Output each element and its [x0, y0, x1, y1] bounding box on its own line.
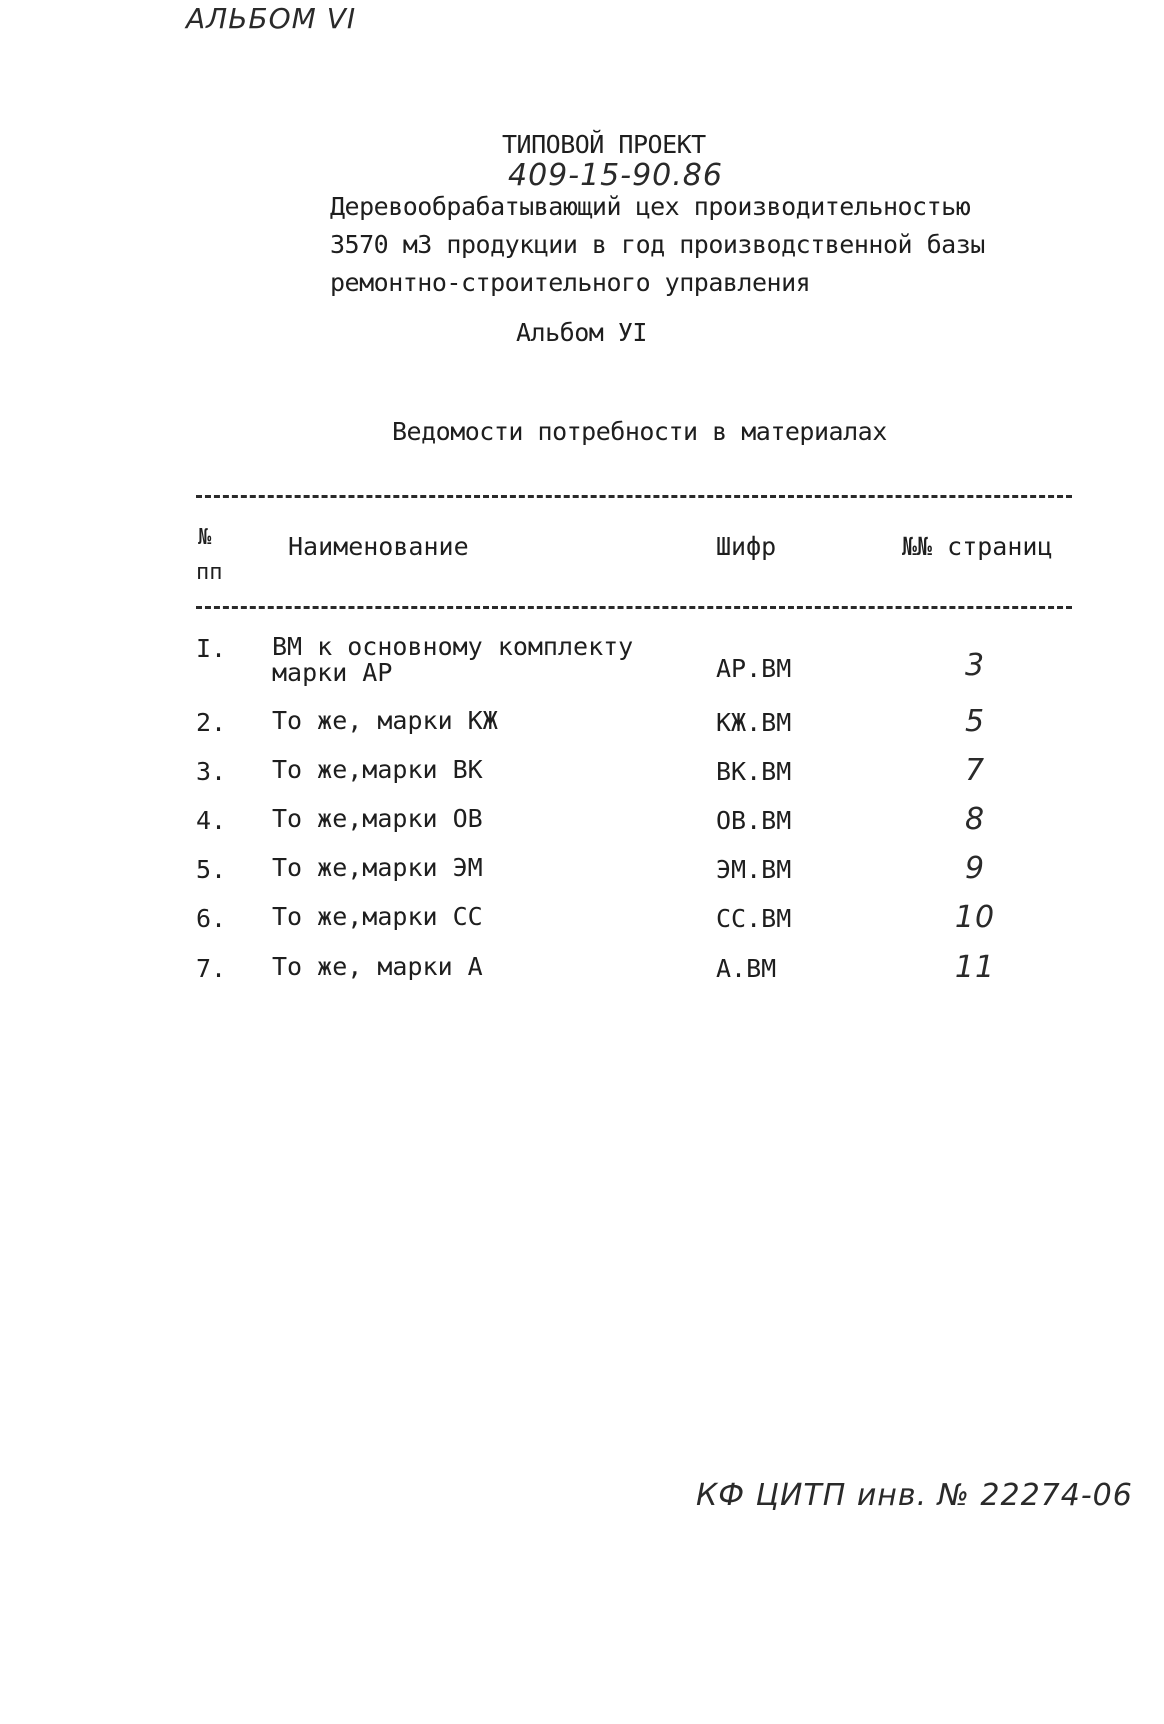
project-description-line-2: 3570 м3 продукции в год производственной базы — [330, 230, 985, 259]
row-code: А.ВМ — [716, 954, 777, 983]
row-name: То же, марки КЖ — [272, 706, 498, 735]
column-header-name: Наименование — [288, 532, 469, 561]
album-label: Альбом УI — [516, 318, 647, 347]
row-number: 2. — [196, 708, 227, 737]
row-name-line-1: ВМ к основному комплекту — [272, 632, 634, 661]
row-code: КЖ.ВМ — [716, 708, 792, 737]
document-title: Ведомости потребности в материалах — [392, 417, 887, 446]
project-description-line-3: ремонтно-строительного управления — [330, 268, 811, 297]
row-name: То же,марки СС — [272, 902, 483, 931]
row-number: 3. — [196, 757, 227, 786]
column-header-number-pp: пп — [196, 560, 223, 585]
table-row — [0, 632, 1164, 687]
table-row — [0, 802, 1164, 854]
row-code: ВК.ВМ — [716, 757, 792, 786]
table-header-rule — [196, 606, 1072, 609]
table-row — [0, 753, 1164, 805]
row-page: 8 — [964, 802, 986, 837]
row-name — [272, 634, 633, 686]
table-top-rule — [196, 495, 1072, 498]
column-header-pages: №№ страниц — [902, 532, 1053, 561]
row-name-line-2: марки АР — [272, 658, 393, 687]
row-number: I. — [196, 634, 227, 663]
project-number: 409-15-90.86 — [508, 158, 723, 193]
row-name: То же, марки А — [272, 952, 483, 981]
row-number: 6. — [196, 904, 227, 933]
row-number: 4. — [196, 806, 227, 835]
row-code: ЭМ.ВМ — [716, 855, 792, 884]
row-page: 10 — [954, 900, 996, 935]
table-row — [0, 900, 1164, 952]
row-code: СС.ВМ — [716, 904, 792, 933]
row-name: То же,марки ВК — [272, 755, 483, 784]
row-code: ОВ.ВМ — [716, 806, 792, 835]
row-page: 7 — [964, 753, 986, 788]
row-page: 3 — [964, 648, 986, 683]
table-row — [0, 950, 1164, 1002]
row-number: 5. — [196, 855, 227, 884]
table-row — [0, 851, 1164, 903]
row-code: АР.ВМ — [716, 654, 792, 683]
row-name: То же,марки ОВ — [272, 804, 483, 833]
row-number: 7. — [196, 954, 227, 983]
album-handwritten-note: АЛЬБОМ VI — [186, 2, 357, 35]
column-header-code: Шифр — [716, 532, 777, 561]
inventory-stamp-note: КФ ЦИТП инв. № 22274-06 — [696, 1478, 1133, 1513]
project-description-line-1: Деревообрабатывающий цех производительностью — [330, 192, 971, 221]
project-label: ТИПОВОЙ ПРОЕКТ — [502, 130, 706, 159]
row-page: 5 — [964, 704, 986, 739]
row-page: 9 — [964, 851, 986, 886]
row-page: 11 — [954, 950, 996, 985]
column-header-number: № — [198, 525, 212, 550]
table-row — [0, 704, 1164, 756]
row-name: То же,марки ЭМ — [272, 853, 483, 882]
